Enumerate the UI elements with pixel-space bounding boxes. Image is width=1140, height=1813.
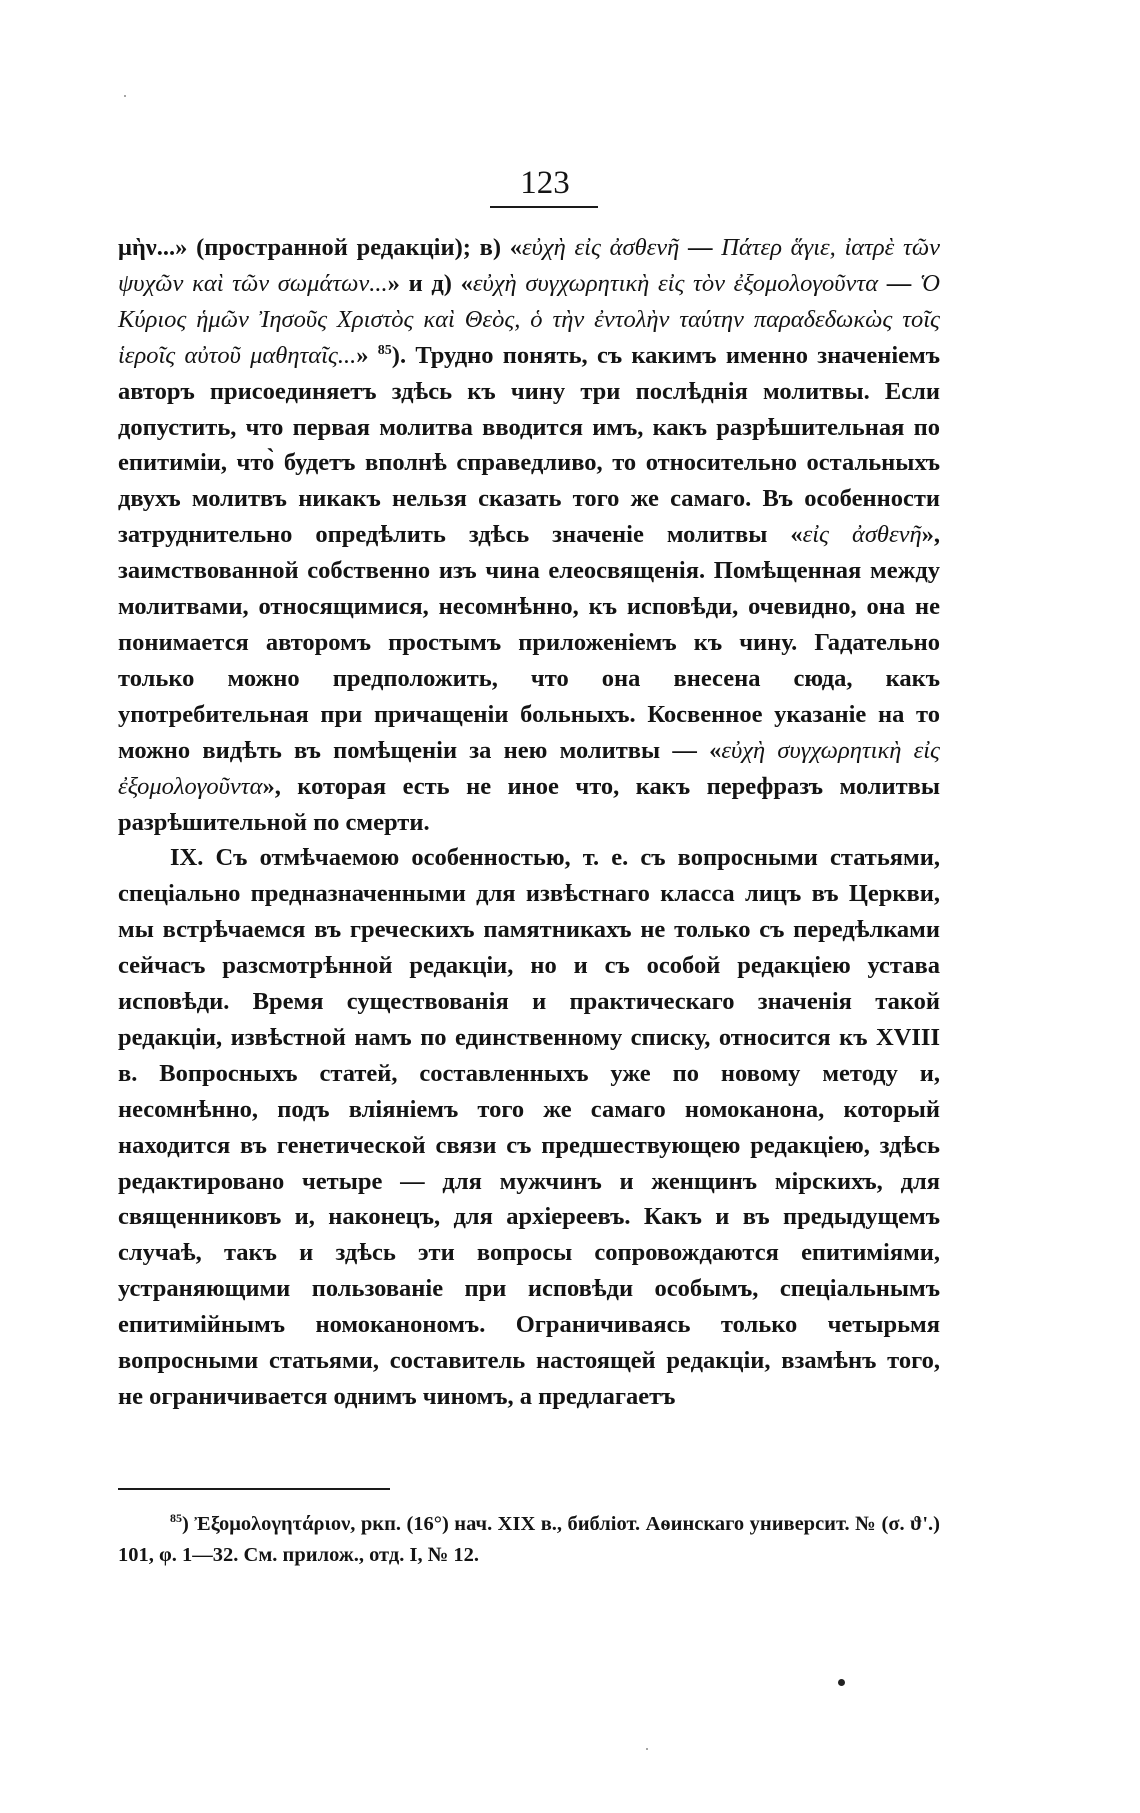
footnote-reference: 85 <box>377 342 392 358</box>
page-number: 123 <box>520 165 570 201</box>
footnote-separator <box>118 1488 390 1490</box>
text-segment: — <box>878 269 920 297</box>
greek-quote: εὐχὴ συγχωρητικὴ εἰς ἐξομολογοῦντα <box>118 736 940 800</box>
footnote-text: ) Ἐξομολογητάριον, ркп. (16°) нач. XIX в., библіот. Аѳинскаго университ. № (σ. ϑ'.) 101, φ. 1—32. См. прилож., отд. I, № 12. <box>118 1513 940 1566</box>
text-segment: ). Трудно понять, съ какимъ именно значеніемъ авторъ присоединяетъ здѣсь къ чину три послѣднія молитвы. Если допустить, что первая молитва вводится имъ, какъ разрѣшительная по епитиміи, что̀ будетъ вполнѣ справедливо, то относительно остальныхъ двухъ молитвъ никакъ нельзя сказать того же самаго. Въ особенности затруднительно опредѣлить здѣсь значеніе молитвы « <box>118 341 940 549</box>
print-speck <box>646 1748 648 1750</box>
footnote-marker: 85 <box>170 1511 182 1525</box>
print-speck <box>838 1679 845 1686</box>
greek-quote: εὐχὴ εἰς ἀσθενῆ <box>521 234 680 261</box>
paragraph-p1 <box>118 230 940 840</box>
main-text <box>118 230 940 1415</box>
print-speck <box>124 95 126 97</box>
footnote <box>118 1509 940 1571</box>
text-segment: μὴν...» (пространной редакціи); в) « <box>118 234 522 261</box>
text-segment: » и д) « <box>387 269 473 297</box>
greek-quote: εὐχὴ συγχωρητικὴ εἰς τὸν ἐξομολογοῦντα <box>472 269 879 297</box>
text-segment: — <box>679 234 722 261</box>
greek-quote: εἰς ἀσθενῆ <box>802 521 922 549</box>
greek-quote: Ὁ Κύριος ἡμῶν Ἰησοῦς Χριστὸς καὶ Θεὸς, ὁ τὴν ἐντολὴν ταύτην παραδεδωκὼς τοῖς ἱεροῖς αὐτοῦ μαθηταῖς... <box>118 269 941 369</box>
greek-quote: Πάτερ ἅγιε, ἰατρὲ τῶν ψυχῶν καὶ τῶν σωμάτων... <box>118 234 940 297</box>
text-segment: », которая есть не иное что, какъ перефразъ молитвы разрѣшительной по смерти. <box>118 772 940 836</box>
text-segment: », заимствованной собственно изъ чина елеосвященія. Помѣщенная между молитвами, относящимися, несомнѣнно, къ исповѣди, очевидно, она не понимается авторомъ простымъ приложеніемъ къ чину. Гадательно только можно предположить, что она внесена сюда, какъ употребительная при причащеніи больныхъ. Косвенное указаніе на то можно видѣть въ помѣщеніи за нею молитвы — « <box>118 521 940 764</box>
paragraph-p2 <box>118 840 940 1415</box>
text-segment: » <box>356 341 378 369</box>
text-segment: IX. Съ отмѣчаемою особенностью, т. е. съ вопросными статьями, спеціально предназначенными для извѣстнаго класса лицъ въ Церкви, мы встрѣчаемся въ греческихъ памятникахъ не только съ передѣлками сейчасъ разсмотрѣнной редакціи, но и съ особой редакціею устава исповѣди. Время существованія и практическаго значенія такой редакціи, извѣстной намъ по единственному списку, относится къ XVIII в. Вопросныхъ статей, составленныхъ уже по новому методу и, несомнѣнно, подъ вліяніемъ того же самаго номоканона, который находится въ генетической связи съ предшествующею редакціею, здѣсь редактировано четыре — для мужчинъ и женщинъ мірскихъ, для священниковъ и, наконецъ, для архіереевъ. Какъ и въ предыдущемъ случаѣ, такъ и здѣсь эти вопросы сопровождаются епитиміями, устраняющими пользованіе при исповѣди особымъ, спеціальнымъ епитимійнымъ номоканономъ. Ограничиваясь только четырьмя вопросными статьями, составитель настоящей редакціи, взамѣнъ того, не ограничивается однимъ чиномъ, а предлагаетъ <box>118 844 940 1410</box>
page-number-rule <box>490 206 598 208</box>
